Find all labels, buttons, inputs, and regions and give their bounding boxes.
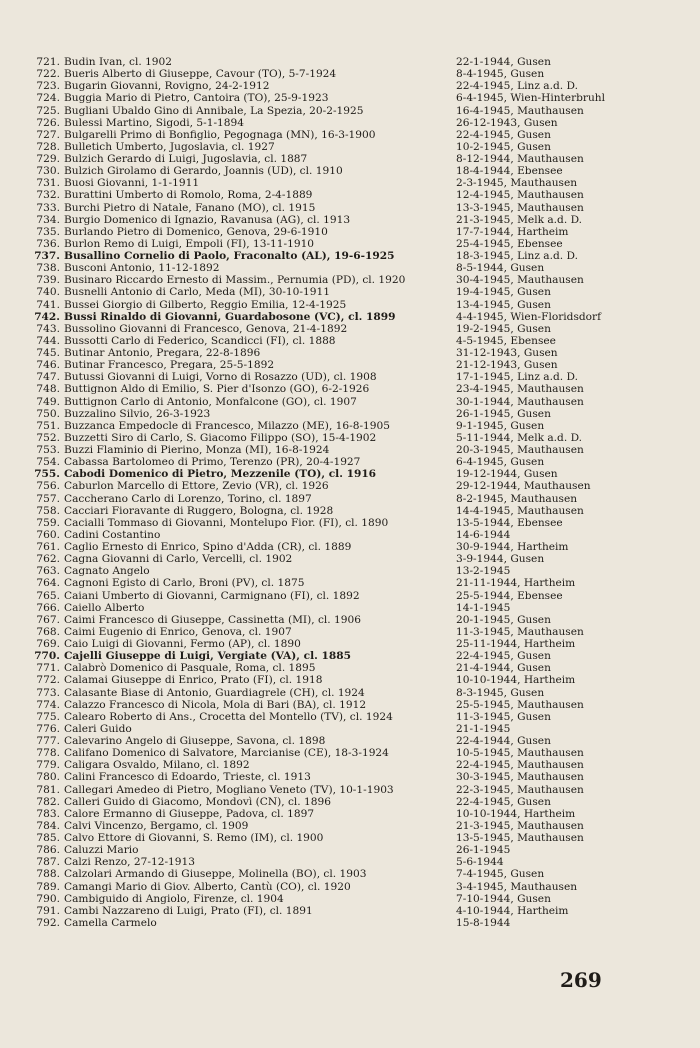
entry-number: 784. bbox=[36, 819, 60, 832]
entry-number: 740. bbox=[36, 286, 60, 299]
entry-number: 754. bbox=[36, 456, 60, 469]
list-item bbox=[24, 117, 688, 129]
entry-number: 753. bbox=[36, 444, 60, 456]
list-item bbox=[24, 674, 688, 686]
entry-death-date-place: 26-1-1945, Gusen bbox=[456, 407, 551, 420]
list-item bbox=[24, 468, 688, 480]
entry-name: Burgio Domenico di Ignazio, Ravanusa (AG), cl. 1913 bbox=[64, 213, 351, 226]
entry-name: Busconi Antonio, 11-12-1892 bbox=[64, 262, 220, 275]
entry-death-date-place: 8-3-1945, Gusen bbox=[456, 686, 545, 699]
entry-number: 769. bbox=[36, 638, 60, 650]
list-item bbox=[24, 517, 688, 529]
entry-death-date-place: 30-9-1944, Hartheim bbox=[456, 541, 569, 553]
entry-death-date-place: 10-10-1944, Hartheim bbox=[456, 807, 576, 820]
entry-death-date-place: 25-4-1945, Ebensee bbox=[456, 237, 563, 250]
list-item bbox=[24, 274, 688, 286]
list-item bbox=[24, 505, 688, 517]
entry-name: Budin Ivan, cl. 1902 bbox=[64, 56, 173, 68]
entry-name: Bueris Alberto di Giuseppe, Cavour (TO), 5-7-1924 bbox=[64, 68, 337, 81]
entry-number: 773. bbox=[36, 686, 60, 699]
entry-name: Bulzich Girolamo di Gerardo, Joannis (UD), cl. 1910 bbox=[64, 165, 343, 178]
list-item bbox=[24, 881, 688, 893]
entry-name: Caiello Alberto bbox=[64, 601, 145, 614]
entry-number: 733. bbox=[36, 201, 60, 214]
entry-name: Caccherano Carlo di Lorenzo, Torino, cl. 1897 bbox=[64, 492, 312, 505]
entry-name: Buzzetti Siro di Carlo, S. Giacomo Filippo (SO), 15-4-1902 bbox=[64, 431, 377, 444]
entry-name: Butinar Antonio, Pregara, 22-8-1896 bbox=[64, 347, 261, 359]
entry-number: 780. bbox=[36, 771, 60, 784]
entry-death-date-place: 6-4-1945, Wien-Hinterbruhl bbox=[456, 92, 606, 105]
entry-death-date-place: 18-3-1945, Linz a.d. D. bbox=[456, 250, 578, 262]
list-item bbox=[24, 226, 688, 238]
entry-name: Buzzalino Silvio, 26-3-1923 bbox=[64, 407, 211, 420]
list-item bbox=[24, 177, 688, 189]
entry-number: 744. bbox=[36, 334, 60, 347]
entry-death-date-place: 13-3-1945, Mauthausen bbox=[456, 201, 584, 214]
entry-death-date-place: 8-12-1944, Mauthausen bbox=[456, 153, 584, 165]
entry-number: 768. bbox=[36, 625, 60, 638]
list-item bbox=[24, 129, 688, 141]
list-item bbox=[24, 456, 688, 468]
list-item bbox=[24, 868, 688, 880]
list-item bbox=[24, 299, 688, 311]
entry-number: 730. bbox=[36, 165, 60, 178]
entry-name: Buzzanca Empedocle di Francesco, Milazzo (ME), 16-8-1905 bbox=[64, 419, 391, 432]
entry-number: 723. bbox=[36, 80, 60, 93]
entry-name: Businaro Riccardo Ernesto di Massim., Pernumia (PD), cl. 1920 bbox=[64, 274, 406, 287]
list-item bbox=[24, 626, 688, 638]
entry-name: Caglio Ernesto di Enrico, Spino d'Adda (CR), cl. 1889 bbox=[64, 541, 352, 553]
list-item bbox=[24, 650, 688, 662]
list-item bbox=[24, 141, 688, 153]
entry-number: 792. bbox=[36, 916, 60, 929]
list-item bbox=[24, 856, 688, 868]
list-item bbox=[24, 335, 688, 347]
entry-death-date-place: 13-4-1945, Gusen bbox=[456, 298, 551, 311]
list-item bbox=[24, 820, 688, 832]
entry-name: Cagna Giovanni di Carlo, Vercelli, cl. 1902 bbox=[64, 553, 293, 566]
entry-name: Cacialli Tommaso di Giovanni, Montelupo Fior. (FI), cl. 1890 bbox=[64, 516, 389, 529]
entry-name: Buttignon Aldo di Emilio, S. Pier d'Isonzo (GO), 6-2-1926 bbox=[64, 383, 370, 396]
entry-name: Bussi Rinaldo di Giovanni, Guardabosone (VC), cl. 1899 bbox=[64, 310, 396, 323]
deportee-list bbox=[24, 56, 688, 929]
entry-death-date-place: 3-4-1945, Mauthausen bbox=[456, 880, 578, 893]
entry-name: Caiani Umberto di Giovanni, Carmignano (FI), cl. 1892 bbox=[64, 589, 360, 602]
entry-death-date-place: 4-4-1945, Wien-Floridsdorf bbox=[456, 310, 602, 323]
entry-death-date-place: 22-4-1945, Gusen bbox=[456, 128, 551, 141]
list-item bbox=[24, 383, 688, 395]
entry-death-date-place: 22-4-1945, Gusen bbox=[456, 795, 551, 808]
list-item bbox=[24, 832, 688, 844]
entry-name: Bulzich Gerardo di Luigi, Jugoslavia, cl. 1887 bbox=[64, 153, 308, 165]
entry-number: 789. bbox=[36, 880, 60, 893]
list-item bbox=[24, 808, 688, 820]
entry-name: Calore Ermanno di Giuseppe, Padova, cl. 1897 bbox=[64, 807, 315, 820]
list-item bbox=[24, 577, 688, 589]
entry-death-date-place: 19-12-1944, Gusen bbox=[456, 468, 558, 481]
entry-death-date-place: 13-2-1945 bbox=[456, 565, 511, 578]
entry-name: Caligara Osvaldo, Milano, cl. 1892 bbox=[64, 759, 250, 772]
entry-number: 755. bbox=[34, 468, 60, 481]
entry-name: Bussolino Giovanni di Francesco, Genova, 21-4-1892 bbox=[64, 322, 348, 335]
entry-name: Busallino Cornelio di Paolo, Fraconalto (AL), 19-6-1925 bbox=[64, 250, 395, 262]
list-item bbox=[24, 917, 688, 929]
entry-death-date-place: 3-9-1944, Gusen bbox=[456, 553, 545, 566]
list-item bbox=[24, 723, 688, 735]
entry-death-date-place: 10-5-1945, Mauthausen bbox=[456, 747, 584, 760]
list-item bbox=[24, 590, 688, 602]
list-item bbox=[24, 771, 688, 783]
entry-number: 735. bbox=[36, 225, 60, 238]
entry-death-date-place: 7-10-1944, Gusen bbox=[456, 892, 551, 905]
entry-death-date-place: 21-1-1945 bbox=[456, 722, 511, 735]
entry-death-date-place: 11-3-1945, Mauthausen bbox=[456, 625, 584, 638]
entry-name: Caburlon Marcello di Ettore, Zevio (VR), cl. 1926 bbox=[64, 480, 329, 493]
entry-number: 743. bbox=[36, 322, 60, 335]
entry-number: 745. bbox=[36, 347, 60, 359]
entry-number: 757. bbox=[36, 492, 60, 505]
entry-number: 772. bbox=[36, 674, 60, 687]
entry-number: 732. bbox=[36, 189, 60, 202]
entry-name: Calvi Vincenzo, Bergamo, cl. 1909 bbox=[64, 819, 249, 832]
entry-name: Bugliani Ubaldo Gino di Annibale, La Spezia, 20-2-1925 bbox=[64, 104, 364, 117]
entry-number: 767. bbox=[36, 613, 60, 626]
entry-name: Bugarin Giovanni, Rovigno, 24-2-1912 bbox=[64, 80, 270, 93]
entry-name: Burlando Pietro di Domenico, Genova, 29-6-1910 bbox=[64, 225, 328, 238]
list-item bbox=[24, 444, 688, 456]
list-item bbox=[24, 602, 688, 614]
list-item bbox=[24, 687, 688, 699]
entry-name: Calabrò Domenico di Pasquale, Roma, cl. 1895 bbox=[64, 662, 316, 675]
list-item bbox=[24, 735, 688, 747]
entry-number: 746. bbox=[36, 359, 60, 372]
entry-name: Camella Carmelo bbox=[64, 916, 157, 929]
entry-name: Butinar Francesco, Pregara, 25-5-1892 bbox=[64, 359, 275, 372]
entry-death-date-place: 6-4-1945, Gusen bbox=[456, 456, 545, 469]
list-item bbox=[24, 432, 688, 444]
entry-name: Bulletich Umberto, Jugoslavia, cl. 1927 bbox=[64, 140, 275, 153]
entry-number: 761. bbox=[36, 541, 60, 553]
entry-number: 791. bbox=[36, 904, 60, 917]
entry-name: Buggia Mario di Pietro, Cantoira (TO), 25-9-1923 bbox=[64, 92, 329, 105]
entry-death-date-place: 8-5-1944, Gusen bbox=[456, 262, 545, 275]
entry-number: 739. bbox=[36, 274, 60, 287]
entry-number: 764. bbox=[36, 577, 60, 590]
entry-death-date-place: 30-4-1945, Mauthausen bbox=[456, 274, 584, 287]
entry-death-date-place: 16-4-1945, Mauthausen bbox=[456, 104, 584, 117]
list-item bbox=[24, 614, 688, 626]
entry-death-date-place: 26-12-1943, Gusen bbox=[456, 116, 558, 129]
entry-death-date-place: 17-1-1945, Linz a.d. D. bbox=[456, 371, 578, 384]
list-item bbox=[24, 553, 688, 565]
entry-death-date-place: 20-3-1945, Mauthausen bbox=[456, 444, 584, 456]
entry-name: Cambiguido di Angiolo, Firenze, cl. 1904 bbox=[64, 892, 284, 905]
entry-number: 737. bbox=[34, 250, 60, 262]
entry-death-date-place: 21-3-1945, Mauthausen bbox=[456, 819, 584, 832]
entry-number: 752. bbox=[36, 431, 60, 444]
entry-death-date-place: 8-2-1945, Mauthausen bbox=[456, 492, 578, 505]
entry-name: Bussotti Carlo di Federico, Scandicci (FI), cl. 1888 bbox=[64, 334, 336, 347]
entry-name: Bussei Giorgio di Gilberto, Reggio Emilia, 12-4-1925 bbox=[64, 298, 347, 311]
entry-name: Caleri Guido bbox=[64, 722, 132, 735]
entry-name: Calevarino Angelo di Giuseppe, Savona, cl. 1898 bbox=[64, 735, 326, 747]
entry-name: Calleri Guido di Giacomo, Mondovì (CN), cl. 1896 bbox=[64, 795, 332, 808]
list-item bbox=[24, 311, 688, 323]
entry-name: Cacciari Fioravante di Ruggero, Bologna, cl. 1928 bbox=[64, 504, 334, 517]
entry-name: Bulessi Martino, Sigodi, 5-1-1894 bbox=[64, 116, 245, 129]
entry-death-date-place: 10-2-1945, Gusen bbox=[456, 140, 551, 153]
page-number: 269 bbox=[560, 968, 602, 992]
list-item bbox=[24, 844, 688, 856]
entry-name: Callegari Amedeo di Pietro, Mogliano Veneto (TV), 10-1-1903 bbox=[64, 783, 394, 796]
entry-number: 765. bbox=[36, 589, 60, 602]
list-item bbox=[24, 759, 688, 771]
list-item bbox=[24, 662, 688, 674]
entry-death-date-place: 14-6-1944 bbox=[456, 528, 511, 541]
list-item bbox=[24, 286, 688, 298]
entry-number: 742. bbox=[34, 310, 60, 323]
list-item bbox=[24, 784, 688, 796]
list-item bbox=[24, 480, 688, 492]
entry-name: Butussi Giovanni di Luigi, Vorno di Rosazzo (UD), cl. 1908 bbox=[64, 371, 377, 384]
entry-number: 734. bbox=[36, 213, 60, 226]
list-item bbox=[24, 893, 688, 905]
entry-number: 776. bbox=[36, 722, 60, 735]
entry-death-date-place: 25-11-1944, Hartheim bbox=[456, 638, 576, 650]
entry-number: 729. bbox=[36, 153, 60, 165]
entry-death-date-place: 22-4-1944, Gusen bbox=[456, 735, 551, 747]
entry-death-date-place: 4-5-1945, Ebensee bbox=[456, 334, 556, 347]
list-item bbox=[24, 638, 688, 650]
entry-name: Caio Luigi di Giovanni, Fermo (AP), cl. 1890 bbox=[64, 638, 301, 650]
entry-number: 785. bbox=[36, 832, 60, 844]
entry-death-date-place: 4-10-1944, Hartheim bbox=[456, 904, 569, 917]
entry-death-date-place: 25-5-1944, Ebensee bbox=[456, 589, 563, 602]
entry-death-date-place: 22-4-1945, Linz a.d. D. bbox=[456, 80, 578, 93]
entry-name: Caimi Francesco di Giuseppe, Cassinetta (MI), cl. 1906 bbox=[64, 613, 361, 626]
entry-number: 762. bbox=[36, 553, 60, 566]
list-item bbox=[24, 529, 688, 541]
entry-name: Camangi Mario di Giov. Alberto, Cantù (CO), cl. 1920 bbox=[64, 880, 351, 893]
list-item bbox=[24, 699, 688, 711]
entry-death-date-place: 21-3-1945, Melk a.d. D. bbox=[456, 213, 583, 226]
entry-number: 790. bbox=[36, 892, 60, 905]
entry-name: Cadini Costantino bbox=[64, 528, 161, 541]
list-item bbox=[24, 68, 688, 80]
entry-name: Cagnato Angelo bbox=[64, 565, 150, 578]
list-item bbox=[24, 202, 688, 214]
entry-name: Calamai Giuseppe di Enrico, Prato (FI), cl. 1918 bbox=[64, 674, 323, 687]
entry-death-date-place: 10-10-1944, Hartheim bbox=[456, 674, 576, 687]
entry-number: 741. bbox=[36, 298, 60, 311]
entry-death-date-place: 5-6-1944 bbox=[456, 856, 504, 869]
entry-number: 760. bbox=[36, 528, 60, 541]
entry-name: Califano Domenico di Salvatore, Marcianise (CE), 18-3-1924 bbox=[64, 747, 389, 760]
entry-name: Buosi Giovanni, 1-1-1911 bbox=[64, 177, 200, 190]
entry-death-date-place: 21-4-1944, Gusen bbox=[456, 662, 551, 675]
list-item bbox=[24, 323, 688, 335]
list-item bbox=[24, 214, 688, 226]
list-item bbox=[24, 238, 688, 250]
entry-number: 763. bbox=[36, 565, 60, 578]
entry-death-date-place: 17-7-1944, Hartheim bbox=[456, 225, 569, 238]
entry-death-date-place: 30-3-1945, Mauthausen bbox=[456, 771, 584, 784]
entry-number: 771. bbox=[36, 662, 60, 675]
list-item bbox=[24, 711, 688, 723]
entry-number: 777. bbox=[36, 735, 60, 747]
entry-death-date-place: 22-1-1944, Gusen bbox=[456, 56, 551, 68]
list-item bbox=[24, 56, 688, 68]
list-item bbox=[24, 359, 688, 371]
entry-number: 787. bbox=[36, 856, 60, 869]
entry-name: Calvo Ettore di Giovanni, S. Remo (IM), cl. 1900 bbox=[64, 832, 324, 844]
entry-death-date-place: 23-4-1945, Mauthausen bbox=[456, 383, 584, 396]
list-item bbox=[24, 347, 688, 359]
entry-number: 782. bbox=[36, 795, 60, 808]
entry-death-date-place: 7-4-1945, Gusen bbox=[456, 868, 545, 881]
entry-death-date-place: 21-12-1943, Gusen bbox=[456, 359, 558, 372]
entry-number: 747. bbox=[36, 371, 60, 384]
entry-number: 781. bbox=[36, 783, 60, 796]
entry-name: Burattini Umberto di Romolo, Roma, 2-4-1889 bbox=[64, 189, 313, 202]
entry-number: 770. bbox=[34, 650, 60, 663]
entry-name: Busnelli Antonio di Carlo, Meda (MI), 30-10-1911 bbox=[64, 286, 330, 299]
entry-number: 766. bbox=[36, 601, 60, 614]
entry-death-date-place: 29-12-1944, Mauthausen bbox=[456, 480, 591, 493]
entry-number: 774. bbox=[36, 698, 60, 711]
list-item bbox=[24, 396, 688, 408]
entry-death-date-place: 13-5-1945, Mauthausen bbox=[456, 832, 584, 844]
entry-number: 779. bbox=[36, 759, 60, 772]
entry-name: Burchi Pietro di Natale, Fanano (MO), cl. 1915 bbox=[64, 201, 316, 214]
list-item bbox=[24, 408, 688, 420]
entry-number: 726. bbox=[36, 116, 60, 129]
entry-name: Cambi Nazzareno di Luigi, Prato (FI), cl. 1891 bbox=[64, 904, 313, 917]
list-item bbox=[24, 105, 688, 117]
entry-death-date-place: 12-4-1945, Mauthausen bbox=[456, 189, 584, 202]
list-item bbox=[24, 165, 688, 177]
entry-death-date-place: 26-1-1945 bbox=[456, 844, 511, 857]
list-item bbox=[24, 565, 688, 577]
list-item bbox=[24, 905, 688, 917]
list-item bbox=[24, 493, 688, 505]
entry-number: 758. bbox=[36, 504, 60, 517]
entry-death-date-place: 14-4-1945, Mauthausen bbox=[456, 504, 584, 517]
entry-death-date-place: 2-3-1945, Mauthausen bbox=[456, 177, 578, 190]
entry-name: Caimi Eugenio di Enrico, Genova, cl. 1907 bbox=[64, 625, 292, 638]
list-item bbox=[24, 541, 688, 553]
entry-death-date-place: 19-4-1945, Gusen bbox=[456, 286, 551, 299]
list-item bbox=[24, 747, 688, 759]
entry-death-date-place: 13-5-1944, Ebensee bbox=[456, 516, 563, 529]
entry-number: 750. bbox=[36, 407, 60, 420]
entry-name: Bulgarelli Primo di Bonfiglio, Pegognaga (MN), 16-3-1900 bbox=[64, 128, 376, 141]
entry-number: 749. bbox=[36, 395, 60, 408]
entry-name: Cajelli Giuseppe di Luigi, Vergiate (VA), cl. 1885 bbox=[64, 650, 351, 663]
entry-name: Calasante Biase di Antonio, Guardiagrele (CH), cl. 1924 bbox=[64, 686, 365, 699]
entry-death-date-place: 19-2-1945, Gusen bbox=[456, 322, 551, 335]
entry-death-date-place: 22-3-1945, Mauthausen bbox=[456, 783, 584, 796]
entry-death-date-place: 11-3-1945, Gusen bbox=[456, 710, 551, 723]
list-item bbox=[24, 420, 688, 432]
entry-number: 751. bbox=[36, 419, 60, 432]
entry-number: 748. bbox=[36, 383, 60, 396]
entry-name: Caluzzi Mario bbox=[64, 844, 139, 857]
entry-death-date-place: 8-4-1945, Gusen bbox=[456, 68, 545, 81]
entry-number: 788. bbox=[36, 868, 60, 881]
list-item bbox=[24, 796, 688, 808]
entry-name: Calearo Roberto di Ans., Crocetta del Montello (TV), cl. 1924 bbox=[64, 710, 393, 723]
entry-number: 722. bbox=[36, 68, 60, 81]
entry-death-date-place: 14-1-1945 bbox=[456, 601, 511, 614]
entry-death-date-place: 15-8-1944 bbox=[456, 916, 511, 929]
list-item bbox=[24, 80, 688, 92]
list-item bbox=[24, 262, 688, 274]
entry-death-date-place: 25-5-1945, Mauthausen bbox=[456, 698, 584, 711]
entry-number: 725. bbox=[36, 104, 60, 117]
entry-number: 721. bbox=[36, 56, 60, 68]
entry-name: Buttignon Carlo di Antonio, Monfalcone (GO), cl. 1907 bbox=[64, 395, 357, 408]
entry-name: Buzzi Flaminio di Pierino, Monza (MI), 16-8-1924 bbox=[64, 444, 330, 456]
entry-number: 728. bbox=[36, 140, 60, 153]
entry-name: Burlon Remo di Luigi, Empoli (FI), 13-11-1910 bbox=[64, 237, 315, 250]
entry-number: 783. bbox=[36, 807, 60, 820]
entry-number: 736. bbox=[36, 237, 60, 250]
entry-name: Cabodi Domenico di Pietro, Mezzenile (TO), cl. 1916 bbox=[64, 468, 377, 481]
list-item bbox=[24, 250, 688, 262]
entry-death-date-place: 18-4-1944, Ebensee bbox=[456, 165, 563, 178]
entry-death-date-place: 22-4-1945, Mauthausen bbox=[456, 759, 584, 772]
list-item bbox=[24, 92, 688, 104]
entry-death-date-place: 9-1-1945, Gusen bbox=[456, 419, 545, 432]
entry-number: 727. bbox=[36, 128, 60, 141]
list-item bbox=[24, 371, 688, 383]
entry-number: 731. bbox=[36, 177, 60, 190]
entry-name: Cagnoni Egisto di Carlo, Broni (PV), cl. 1875 bbox=[64, 577, 305, 590]
entry-number: 778. bbox=[36, 747, 60, 760]
entry-name: Calazzo Francesco di Nicola, Mola di Bari (BA), cl. 1912 bbox=[64, 698, 367, 711]
entry-number: 775. bbox=[36, 710, 60, 723]
entry-name: Calzolari Armando di Giuseppe, Molinella (BO), cl. 1903 bbox=[64, 868, 367, 881]
entry-name: Calzi Renzo, 27-12-1913 bbox=[64, 856, 195, 869]
entry-number: 724. bbox=[36, 92, 60, 105]
entry-death-date-place: 21-11-1944, Hartheim bbox=[456, 577, 576, 590]
entry-death-date-place: 22-4-1945, Gusen bbox=[456, 650, 551, 663]
entry-name: Calini Francesco di Edoardo, Trieste, cl. 1913 bbox=[64, 771, 311, 784]
entry-death-date-place: 31-12-1943, Gusen bbox=[456, 347, 558, 359]
entry-death-date-place: 5-11-1944, Melk a.d. D. bbox=[456, 431, 583, 444]
entry-number: 786. bbox=[36, 844, 60, 857]
entry-number: 738. bbox=[36, 262, 60, 275]
entry-death-date-place: 20-1-1945, Gusen bbox=[456, 613, 551, 626]
entry-number: 759. bbox=[36, 516, 60, 529]
list-item bbox=[24, 153, 688, 165]
entry-name: Cabassa Bartolomeo di Primo, Terenzo (PR), 20-4-1927 bbox=[64, 456, 361, 469]
entry-death-date-place: 30-1-1944, Mauthausen bbox=[456, 395, 584, 408]
list-item bbox=[24, 189, 688, 201]
entry-number: 756. bbox=[36, 480, 60, 493]
